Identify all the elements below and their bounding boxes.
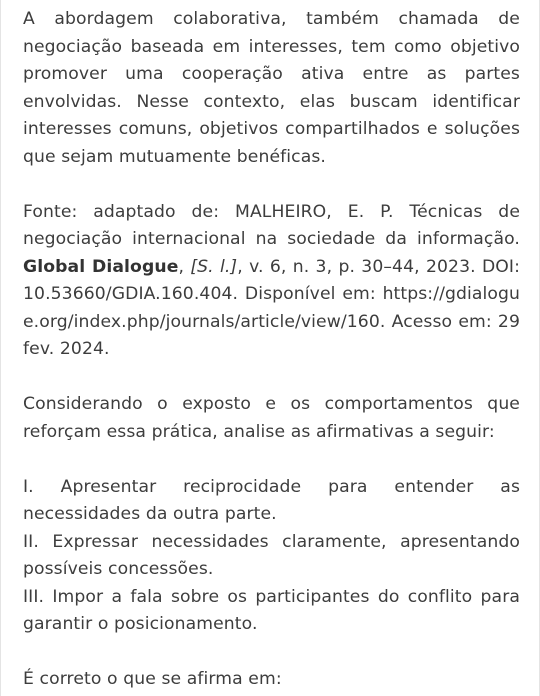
spacer: [23, 171, 520, 199]
question-body: [23, 6, 520, 694]
source-citation: [23, 199, 520, 364]
spacer: [23, 364, 520, 392]
intro-paragraph: A abordagem colaborativa, também chamada de negociação baseada em interesses, tem como objetivo promover uma cooperação ativa entre as partes envolvidas. Nesse contexto, elas buscam identificar interesses comuns, objetivos compartilhados e soluções que sejam mutuamente benéficas.: [23, 9, 520, 167]
statement-3: III. Impor a fala sobre os participantes do conflito para garantir o posicionamento.: [23, 586, 520, 634]
citation-place: [S. l.]: [190, 256, 238, 277]
spacer: [23, 639, 520, 667]
citation-comma: ,: [178, 256, 191, 277]
citation-access: . Acesso em: 29 fev. 2024.: [23, 311, 520, 359]
question-text: É correto o que se afirma em:: [23, 669, 282, 689]
statement-1: I. Apresentar reciprocidade para entender as necessidades da outra parte.: [23, 476, 520, 524]
spacer: [23, 446, 520, 474]
prompt-paragraph: Considerando o exposto e os comportamentos que reforçam essa prática, analise as afirmativas a seguir:: [23, 394, 520, 442]
citation-url: https://gdialogue.org/index.php/journals/article/view/160: [23, 284, 520, 332]
citation-details: , v. 6, n. 3, p. 30–44, 2023. DOI: 10.53660/GDIA.160.404. Disponível em:: [23, 256, 520, 304]
statement-2: II. Expressar necessidades claramente, apresentando possíveis concessões.: [23, 531, 520, 579]
citation-prefix: Fonte: adaptado de: MALHEIRO, E. P. Técnicas de negociação internacional na sociedade da informação.: [23, 201, 520, 249]
journal-title: Global Dialogue: [23, 256, 179, 277]
